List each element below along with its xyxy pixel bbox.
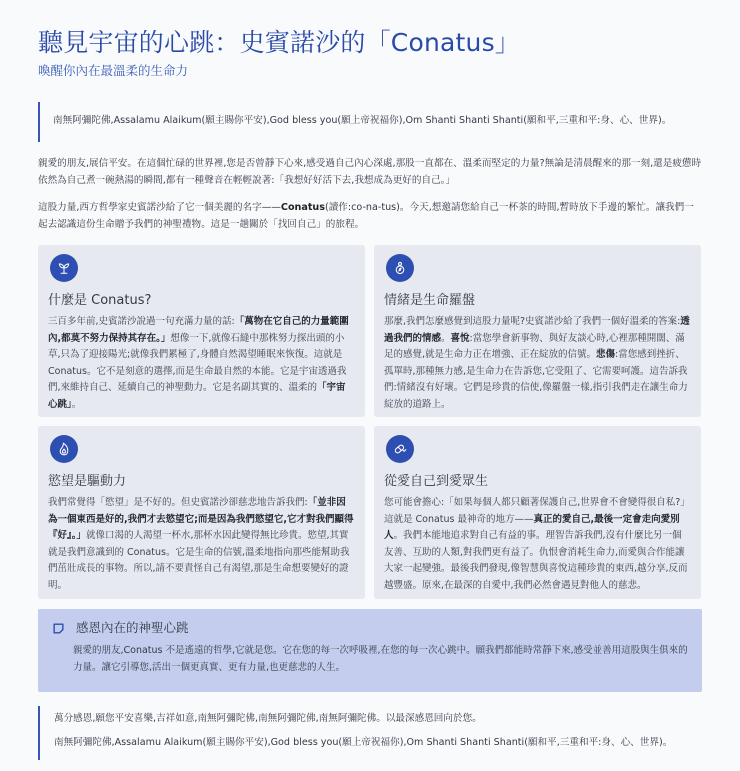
- card-title: 慾望是驅動力: [48, 474, 127, 489]
- concept-cards: [38, 245, 702, 599]
- card-what-is-conatus: [38, 245, 365, 417]
- conatus-term: Conatus: [280, 202, 325, 213]
- sprout-icon: [50, 254, 78, 282]
- page-subtitle: 喚醒你內在最溫柔的生命力: [38, 63, 189, 78]
- closing-blessing: 南無阿彌陀佛,Assalamu Alaikum(願主賜你平安),God bless you(願上帝祝福你),Om Shanti Shanti Shanti(願和平,三重和平:身、心、世界)。: [54, 737, 673, 748]
- page-title: 聽見宇宙的心跳：史賓諾沙的「Conatus」: [38, 28, 520, 57]
- card-text: 我們常覺得「慾望」是不好的。但史賓諾沙卻慈悲地告訴我們:「並非因為一個東西是好的,我們才去慾望它;而是因為我們慾望它,它才對我們顯得『好』。」就像口渴的人渴望一杯水,那杯水因此變得無比珍貴。慾望,其實就是我們意識到的 Conatus。它是生命的信號,溫柔地指向那些能幫助我們茁壯成長的事物。所以,請不要責怪自己有渴望,那是生命想要變好的證明。: [48, 497, 354, 591]
- card-emotions-compass: [374, 245, 701, 417]
- intro-text: (讀作:co-na-tus)。今天,想邀請您給自己一杯茶的時間,暫時放下手邊的繁忙。讓我們一起去認識這份生命贈予我們的神聖禮物。這是一趟關於「找回自己」的旅程。: [38, 202, 694, 230]
- opening-blessing-text: 南無阿彌陀佛,Assalamu Alaikum(願主賜你平安),God bless you(願上帝祝福你),Om Shanti Shanti Shanti(願和平,三重和平:身、心、世界)。: [53, 115, 672, 126]
- hand-heart-icon: [386, 435, 414, 463]
- note-icon: [52, 622, 65, 635]
- intro-paragraph-2: [38, 200, 702, 233]
- card-title: 從愛自己到愛眾生: [384, 474, 489, 489]
- card-love-self-to-all: [374, 426, 701, 599]
- gratitude-title: 感恩內在的神聖心跳: [76, 620, 189, 635]
- gratitude-header: [50, 619, 688, 637]
- card-text: 那麼,我們怎麼感覺到這股力量呢?史賓諾沙給了我們一個好溫柔的答案:透過我們的情感。喜悅:當您學會新事物、與好友談心時,心裡那種開闊、滿足的感覺,就是生命力正在增強、正在綻放的信號。悲傷:當您感到挫折、孤單時,那種無力感,是生命力在告訴您,它受阻了、它需要呵護。這告訴我們:情緒沒有好壞。它們是珍貴的信使,像羅盤一樣,指引我們走在讓生命力綻放的道路上。: [384, 316, 690, 410]
- intro-text: 這股力量,西方哲學家史賓諾沙給了它一個美麗的名字——: [38, 202, 281, 213]
- card-text: 您可能會擔心:「如果每個人都只顧著保護自己,世界會不會變得很自私?」這就是 Conatus 最神奇的地方——真正的愛自己,最後一定會走向愛別人。我們本能地追求對自己有益的事。理智告訴我們,沒有什麼比另一個友善、互助的人類,對我們更有益了。仇恨會消耗生命力,而愛與合作能讓大家一起變強。最後我們發現,像智慧與喜悅這種珍貴的東西,越分享,反而越豐盛。原來,在最深的自愛中,我們必然會遇見對他人的慈悲。: [384, 497, 690, 591]
- closing-quote: [38, 706, 702, 760]
- flame-icon: [50, 435, 78, 463]
- gratitude-callout: [38, 609, 702, 692]
- card-desire-drive: [38, 426, 365, 599]
- card-title: 情緒是生命羅盤: [384, 293, 476, 308]
- intro-paragraph-1: 親愛的朋友,展信平安。在這個忙碌的世界裡,您是否曾靜下心來,感受過自己內心深處,那股一直都在、溫柔而堅定的力量?無論是清晨醒來的那一刻,還是疲憊時依然為自己煮一碗熱湯的瞬間,都有一種聲音在輕輕說著:「我想好好活下去,我想成為更好的自己。」: [38, 158, 702, 186]
- closing-thanks: 萬分感恩,願您平安喜樂,吉祥如意,南無阿彌陀佛,南無阿彌陀佛,南無阿彌陀佛。以最深感恩回向於您。: [54, 713, 482, 724]
- card-title: 什麼是 Conatus?: [48, 293, 152, 308]
- opening-blessing-quote: [38, 102, 702, 142]
- gratitude-text: 親愛的朋友,Conatus 不是遙遠的哲學,它就是您。它在您的每一次呼吸裡,在您的每一次心跳中。願我們都能時常靜下來,感受並善用這股與生俱來的力量。讓它引導您,活出一個更真實、更有力量,也更慈悲的人生。: [73, 645, 688, 673]
- compass-icon: [386, 254, 414, 282]
- card-text: 三百多年前,史賓諾沙說過一句充滿力量的話:「萬物在它自己的力量範圍內,都莫不努力保持其存在。」想像一下,就像石縫中那株努力探出頭的小草,只為了迎接陽光;就像我們累極了,身體自然渴望睡眠來恢復。這就是 Conatus。它不是刻意的選擇,而是生命最自然的本能。它是宇宙透過我們,來維持自己、延續自己的神聖動力。它是名副其實的、溫柔的「宇宙心跳」。: [48, 316, 349, 410]
